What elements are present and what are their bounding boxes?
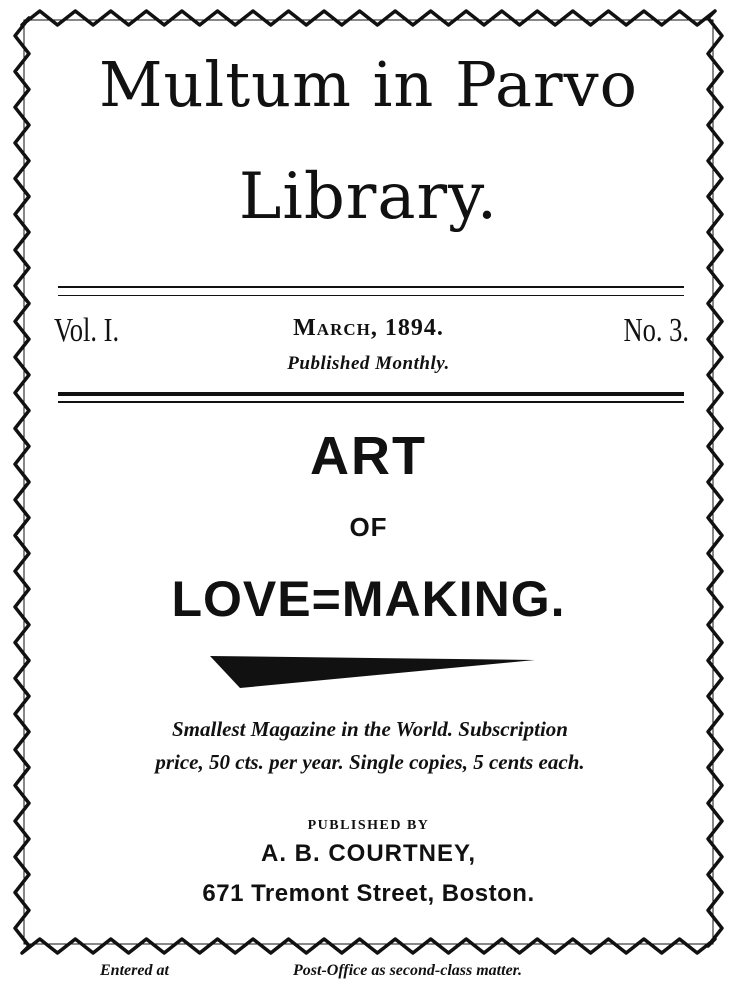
issue-date: March, 1894. bbox=[293, 315, 444, 341]
published-by-label: PUBLISHED BY bbox=[307, 818, 430, 833]
promo-text-line-1: Smallest Magazine in the World. Subscription bbox=[172, 717, 568, 741]
divider-rule bbox=[58, 295, 684, 296]
headline-love-making: LOVE=MAKING. bbox=[171, 571, 566, 627]
volume-label: Vol. I. bbox=[54, 312, 120, 349]
footer-postal-note: Post-Office as second-class matter. bbox=[293, 962, 523, 979]
headline-art: ART bbox=[310, 426, 427, 486]
headline-of: OF bbox=[349, 512, 388, 542]
promo-text-line-2: price, 50 cts. per year. Single copies, 5 cents each. bbox=[155, 750, 585, 774]
masthead-title: Multum in Parvo bbox=[99, 48, 638, 121]
divider-rule bbox=[58, 286, 684, 288]
publisher-address: 671 Tremont Street, Boston. bbox=[202, 880, 535, 907]
divider-rule bbox=[58, 392, 684, 396]
tapered-dash-ornament bbox=[210, 652, 535, 692]
publication-frequency: Published Monthly. bbox=[287, 353, 450, 374]
divider-rule bbox=[58, 401, 684, 403]
publisher-name: A. B. COURTNEY, bbox=[260, 840, 476, 867]
issue-number: No. 3. bbox=[623, 312, 689, 349]
footer-entered-at: Entered at bbox=[100, 962, 169, 979]
masthead-subtitle: Library. bbox=[238, 160, 499, 234]
